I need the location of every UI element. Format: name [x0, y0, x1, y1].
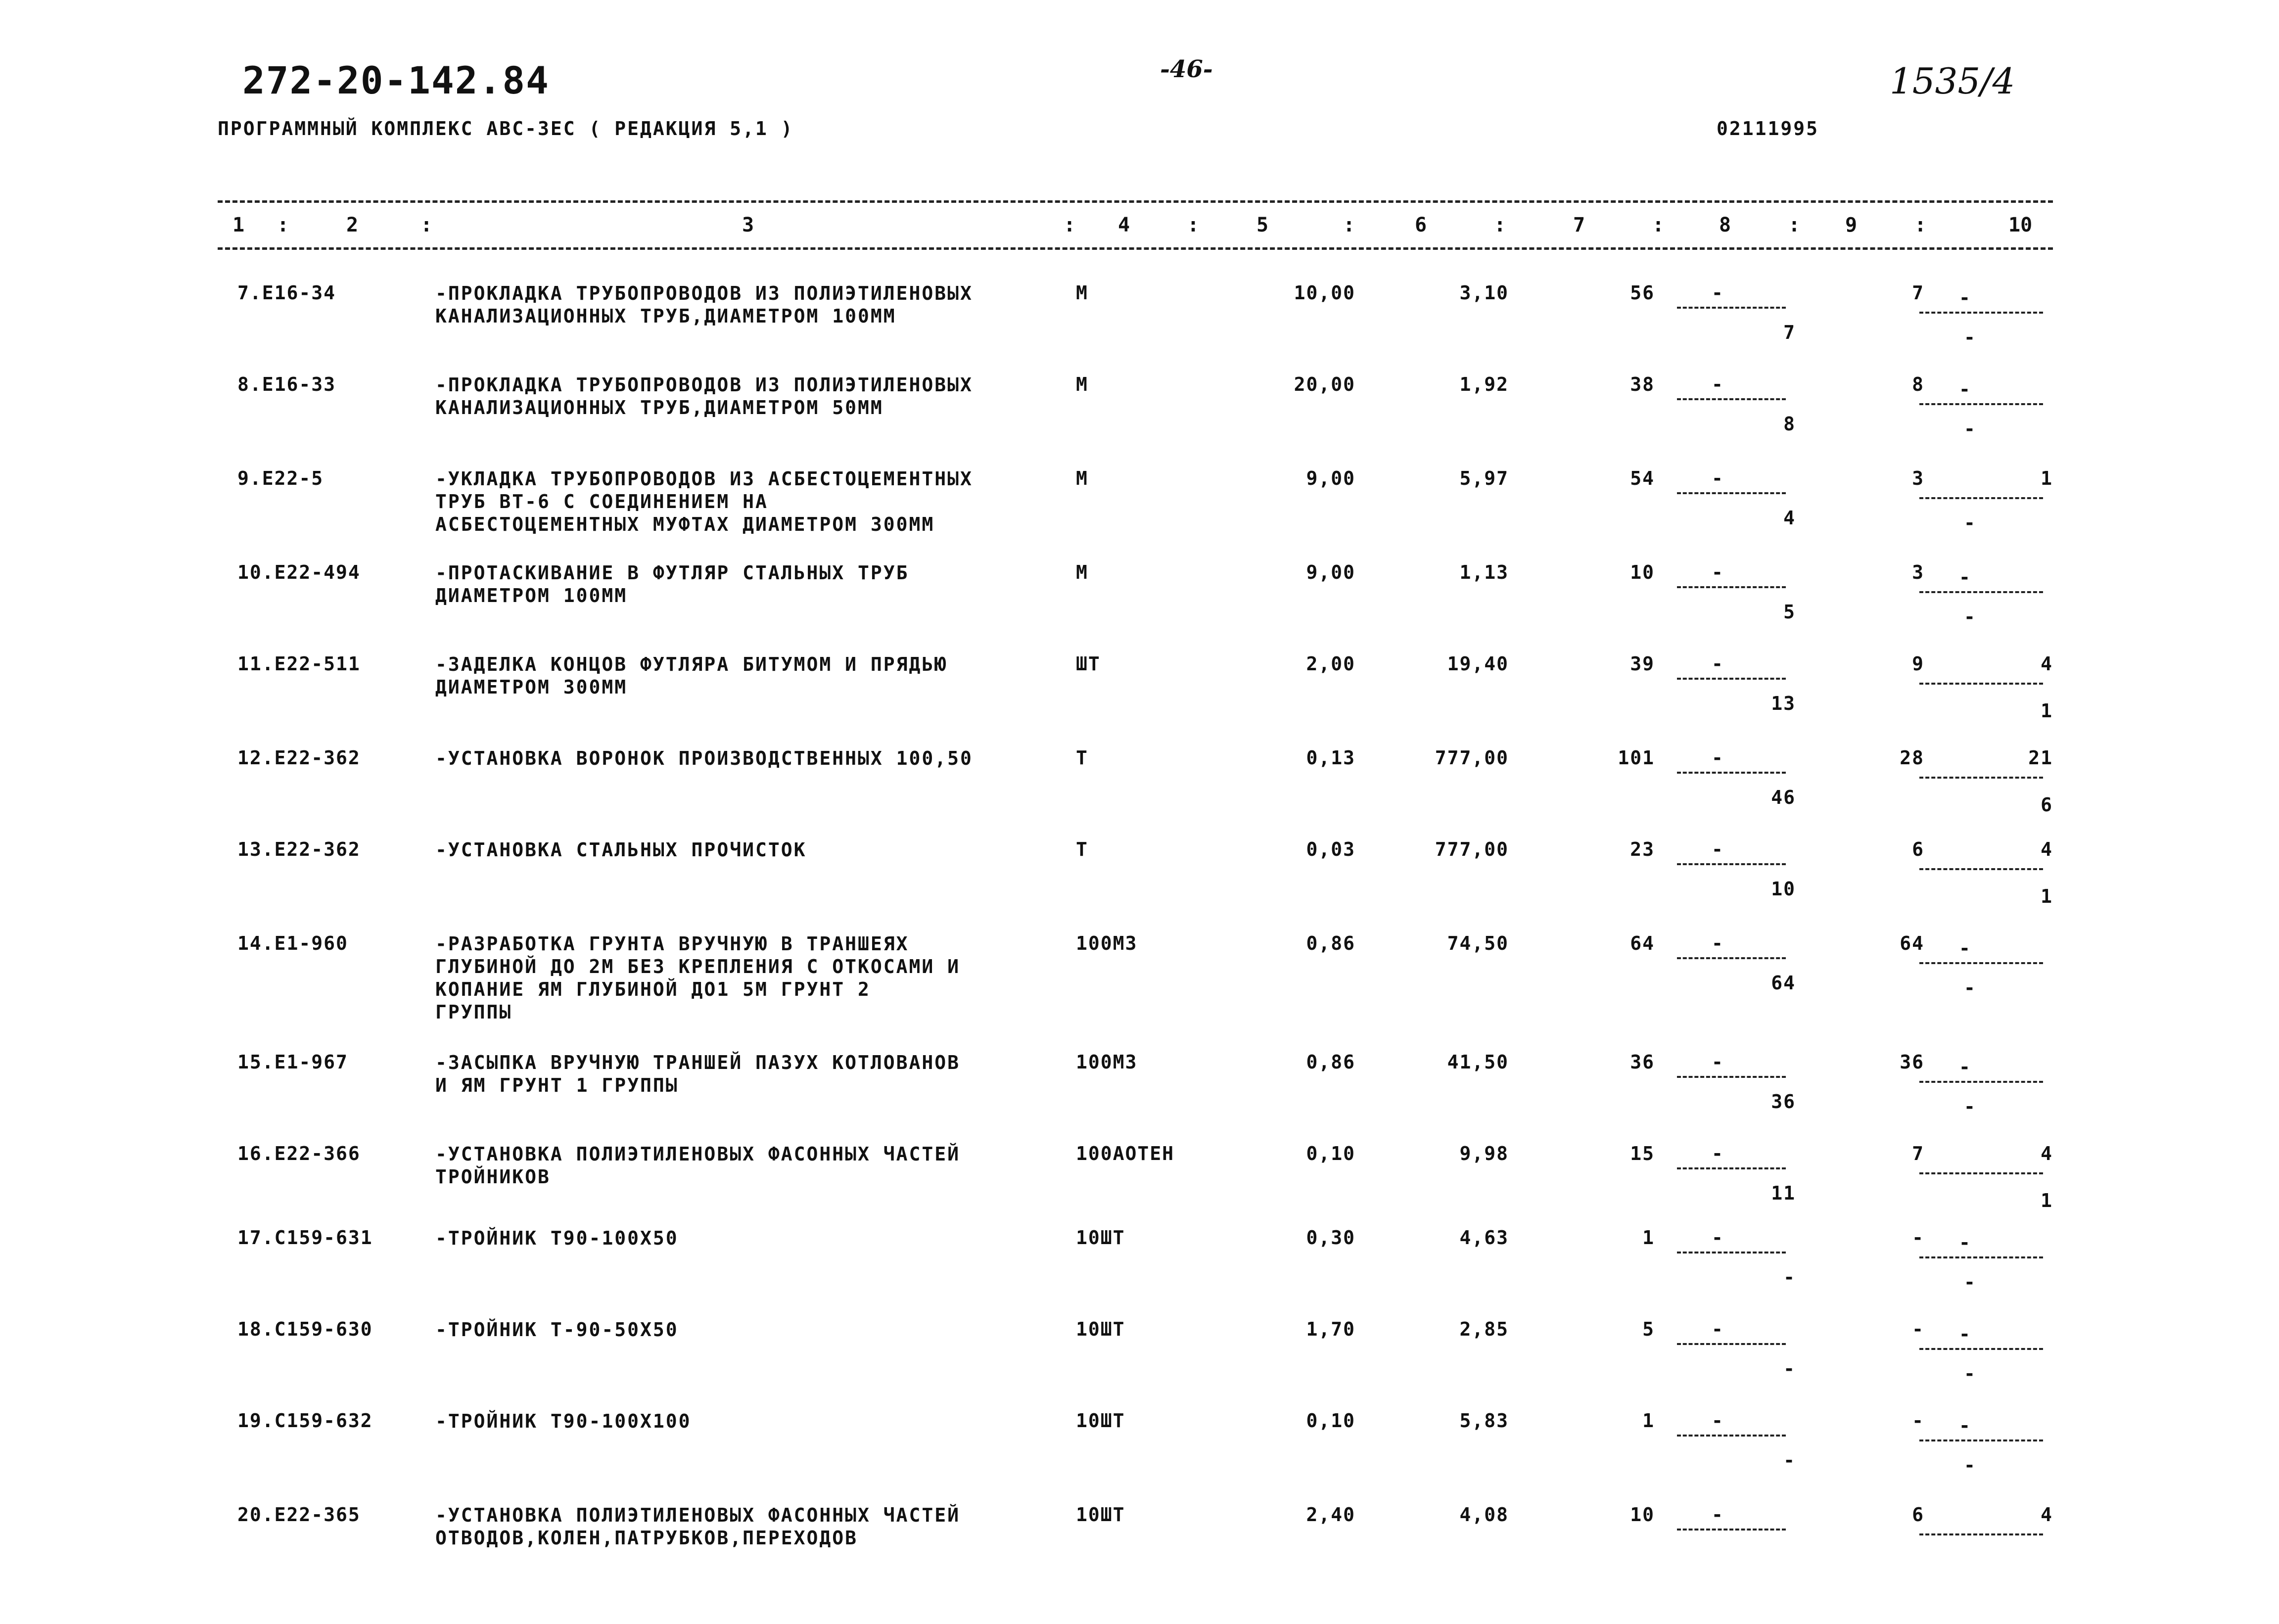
- description-line: ГЛУБИНОЙ ДО 2М БЕЗ КРЕПЛЕНИЯ С ОТКОСАМИ И: [435, 956, 960, 977]
- fraction-divider: [1677, 772, 1786, 774]
- fraction-divider: [1919, 683, 2043, 685]
- column-10-right: 1: [2041, 467, 2053, 489]
- column-10-top: -: [1959, 378, 1971, 400]
- column-header: 2: [346, 214, 359, 236]
- fraction-divider: [1677, 307, 1786, 309]
- column-8-bottom: 4: [1783, 507, 1796, 529]
- total-cost: 1: [1642, 1227, 1655, 1249]
- description-line: -ТРОЙНИК Т-90-50Х50: [435, 1319, 679, 1341]
- unit-of-measure: 100АОТЕН: [1076, 1143, 1175, 1164]
- column-8-top: -: [1712, 747, 1724, 769]
- description-line: И ЯМ ГРУНТ 1 ГРУППЫ: [435, 1074, 679, 1096]
- column-8-top: -: [1712, 1227, 1724, 1249]
- column-8-bottom: 5: [1783, 601, 1796, 623]
- unit-of-measure: М: [1076, 282, 1088, 304]
- unit-price: 1,92: [1459, 373, 1509, 395]
- column-8-top: -: [1712, 653, 1724, 675]
- table-row: [0, 561, 2279, 650]
- column-10-right: 4: [2041, 1504, 2053, 1526]
- header-rule-top: [218, 200, 2053, 203]
- description-line: -ПРОКЛАДКА ТРУБОПРОВОДОВ ИЗ ПОЛИЭТИЛЕНОВЫХ: [435, 374, 973, 396]
- column-separator: :: [1494, 214, 1506, 236]
- column-9-value: 6: [1912, 838, 1924, 860]
- column-8-bottom: -: [1783, 1449, 1796, 1471]
- fraction-divider: [1677, 586, 1786, 588]
- table-row: [0, 1143, 2279, 1232]
- unit-of-measure: М: [1076, 467, 1088, 489]
- page-mark: -46-: [1160, 55, 1213, 83]
- item-code: 19.С159-632: [237, 1410, 373, 1432]
- fraction-divider: [1677, 863, 1786, 865]
- description-line: -УСТАНОВКА ПОЛИЭТИЛЕНОВЫХ ФАСОННЫХ ЧАСТЕЙ: [435, 1143, 960, 1165]
- column-separator: :: [1788, 214, 1801, 236]
- description-line: -ТРОЙНИК Т90-100Х100: [435, 1410, 692, 1432]
- column-8-bottom: 8: [1783, 413, 1796, 435]
- item-code: 20.Е22-365: [237, 1504, 361, 1526]
- item-description: [435, 282, 973, 327]
- column-9-value: 64: [1900, 932, 1924, 954]
- unit-of-measure: 10ШТ: [1076, 1410, 1125, 1432]
- quantity: 0,10: [1306, 1143, 1355, 1164]
- column-8-top: -: [1712, 561, 1724, 583]
- quantity: 0,13: [1306, 747, 1355, 769]
- column-header: 4: [1118, 214, 1130, 236]
- column-8-top: -: [1712, 1051, 1724, 1073]
- column-8-bottom: -: [1783, 1358, 1796, 1380]
- column-9-value: -: [1912, 1318, 1924, 1340]
- fraction-divider: [1919, 777, 2043, 779]
- table-row: [0, 653, 2279, 742]
- total-cost: 54: [1630, 467, 1655, 489]
- column-header: 7: [1573, 214, 1585, 236]
- fraction-divider: [1919, 403, 2043, 405]
- fraction-divider: [1919, 591, 2043, 593]
- item-code: 11.Е22-511: [237, 653, 361, 675]
- unit-price: 4,63: [1459, 1227, 1509, 1249]
- column-header: 5: [1256, 214, 1269, 236]
- column-10-bottom: -: [1964, 606, 1976, 628]
- column-separator: :: [1652, 214, 1665, 236]
- description-line: АСБЕСТОЦЕМЕНТНЫХ МУФТАХ ДИАМЕТРОМ 300ММ: [435, 513, 935, 535]
- column-header: 6: [1415, 214, 1427, 236]
- fraction-divider: [1677, 1529, 1786, 1531]
- unit-price: 5,83: [1459, 1410, 1509, 1432]
- quantity: 1,70: [1306, 1318, 1355, 1340]
- fraction-divider: [1919, 1172, 2043, 1174]
- unit-of-measure: Т: [1076, 747, 1088, 769]
- column-9-value: 7: [1912, 282, 1924, 304]
- column-separator: :: [277, 214, 289, 236]
- column-8-bottom: 7: [1783, 322, 1796, 343]
- column-9-value: 8: [1912, 373, 1924, 395]
- unit-of-measure: 10ШТ: [1076, 1318, 1125, 1340]
- description-line: -ТРОЙНИК Т90-100Х50: [435, 1227, 679, 1249]
- fraction-divider: [1919, 1439, 2043, 1441]
- fraction-divider: [1919, 868, 2043, 870]
- total-cost: 38: [1630, 373, 1655, 395]
- column-separator: :: [1914, 214, 1927, 236]
- table-row: [0, 373, 2279, 463]
- item-code: 13.Е22-362: [237, 838, 361, 860]
- column-9-value: 36: [1900, 1051, 1924, 1073]
- column-8-bottom: -: [1783, 1266, 1796, 1288]
- total-cost: 56: [1630, 282, 1655, 304]
- description-line: -УКЛАДКА ТРУБОПРОВОДОВ ИЗ АСБЕСТОЦЕМЕНТНЫХ: [435, 468, 973, 490]
- description-line: -УСТАНОВКА ПОЛИЭТИЛЕНОВЫХ ФАСОННЫХ ЧАСТЕЙ: [435, 1504, 960, 1526]
- unit-price: 9,98: [1459, 1143, 1509, 1164]
- column-9-value: 6: [1912, 1504, 1924, 1526]
- column-8-top: -: [1712, 1143, 1724, 1164]
- column-8-bottom: 11: [1771, 1182, 1796, 1204]
- column-10-right-bottom: 1: [2041, 1190, 2053, 1211]
- column-9-value: 7: [1912, 1143, 1924, 1164]
- fraction-divider: [1677, 492, 1786, 494]
- description-line: ГРУППЫ: [435, 1001, 512, 1023]
- column-10-bottom: -: [1964, 326, 1976, 348]
- quantity: 9,00: [1306, 561, 1355, 583]
- quantity: 0,86: [1306, 932, 1355, 954]
- column-10-right: 4: [2041, 653, 2053, 675]
- description-line: КАНАЛИЗАЦИОННЫХ ТРУБ,ДИАМЕТРОМ 50ММ: [435, 397, 884, 418]
- table-row: [0, 1227, 2279, 1316]
- item-description: [435, 1410, 692, 1433]
- total-cost: 23: [1630, 838, 1655, 860]
- item-description: [435, 838, 806, 861]
- fraction-divider: [1677, 398, 1786, 400]
- fraction-divider: [1677, 1435, 1786, 1437]
- column-10-bottom: -: [1964, 1454, 1976, 1476]
- quantity: 10,00: [1294, 282, 1355, 304]
- fraction-divider: [1677, 1076, 1786, 1078]
- table-row: [0, 1504, 2279, 1593]
- description-line: -ПРОКЛАДКА ТРУБОПРОВОДОВ ИЗ ПОЛИЭТИЛЕНОВЫХ: [435, 282, 973, 304]
- total-cost: 1: [1642, 1410, 1655, 1432]
- total-cost: 39: [1630, 653, 1655, 675]
- total-cost: 10: [1630, 561, 1655, 583]
- table-row: [0, 747, 2279, 836]
- unit-price: 777,00: [1435, 747, 1509, 769]
- quantity: 0,86: [1306, 1051, 1355, 1073]
- item-code: 10.Е22-494: [237, 561, 361, 583]
- column-9-value: 3: [1912, 561, 1924, 583]
- quantity: 0,03: [1306, 838, 1355, 860]
- table-row: [0, 282, 2279, 371]
- unit-price: 19,40: [1447, 653, 1509, 675]
- column-8-bottom: 36: [1771, 1091, 1796, 1113]
- fraction-divider: [1677, 957, 1786, 959]
- unit-of-measure: Т: [1076, 838, 1088, 860]
- fraction-divider: [1677, 678, 1786, 680]
- table-row: [0, 1410, 2279, 1499]
- description-line: -УСТАНОВКА СТАЛЬНЫХ ПРОЧИСТОК: [435, 839, 807, 861]
- column-9-value: 9: [1912, 653, 1924, 675]
- column-10-top: -: [1959, 1323, 1971, 1345]
- description-line: -ПРОТАСКИВАНИЕ В ФУТЛЯР СТАЛЬНЫХ ТРУБ: [435, 562, 909, 584]
- sheet-number: 1535/4: [1890, 60, 2015, 102]
- column-10-right: 21: [2028, 747, 2053, 769]
- item-code: 9.Е22-5: [237, 467, 324, 489]
- item-description: [435, 747, 973, 770]
- fraction-divider: [1919, 1533, 2043, 1535]
- column-header: 1: [233, 214, 245, 236]
- column-header: 9: [1845, 214, 1858, 236]
- description-line: -ЗАДЕЛКА КОНЦОВ ФУТЛЯРА БИТУМОМ И ПРЯДЬЮ: [435, 653, 948, 675]
- item-description: [435, 1504, 960, 1549]
- item-description: [435, 467, 973, 536]
- item-description: [435, 373, 973, 419]
- column-10-right-bottom: 1: [2041, 885, 2053, 907]
- fraction-divider: [1919, 962, 2043, 964]
- column-10-top: -: [1959, 287, 1971, 309]
- column-10-bottom: -: [1964, 1096, 1976, 1117]
- column-9-value: 3: [1912, 467, 1924, 489]
- unit-of-measure: 10ШТ: [1076, 1227, 1125, 1249]
- description-line: ДИАМЕТРОМ 100ММ: [435, 585, 628, 606]
- description-line: КОПАНИЕ ЯМ ГЛУБИНОЙ ДО1 5М ГРУНТ 2: [435, 978, 871, 1000]
- date-code: 02111995: [1717, 118, 1819, 139]
- unit-of-measure: 10ШТ: [1076, 1504, 1125, 1526]
- unit-price: 777,00: [1435, 838, 1509, 860]
- column-9-value: -: [1912, 1227, 1924, 1249]
- column-8-bottom: 46: [1771, 787, 1796, 808]
- column-8-top: -: [1712, 282, 1724, 304]
- unit-of-measure: 100М3: [1076, 932, 1138, 954]
- column-8-top: -: [1712, 838, 1724, 860]
- column-9-value: -: [1912, 1410, 1924, 1432]
- description-line: ТРОЙНИКОВ: [435, 1166, 551, 1188]
- quantity: 9,00: [1306, 467, 1355, 489]
- column-10-bottom: -: [1964, 512, 1976, 534]
- quantity: 20,00: [1294, 373, 1355, 395]
- column-8-top: -: [1712, 1410, 1724, 1432]
- total-cost: 10: [1630, 1504, 1655, 1526]
- column-9-value: 28: [1900, 747, 1924, 769]
- unit-price: 1,13: [1459, 561, 1509, 583]
- total-cost: 15: [1630, 1143, 1655, 1164]
- table-row: [0, 1318, 2279, 1407]
- item-description: [435, 932, 960, 1023]
- fraction-divider: [1919, 1348, 2043, 1350]
- fraction-divider: [1919, 1081, 2043, 1083]
- unit-price: 3,10: [1459, 282, 1509, 304]
- column-10-bottom: -: [1964, 1271, 1976, 1293]
- table-row: [0, 467, 2279, 557]
- unit-price: 2,85: [1459, 1318, 1509, 1340]
- column-10-right-bottom: 1: [2041, 700, 2053, 722]
- total-cost: 36: [1630, 1051, 1655, 1073]
- unit-of-measure: М: [1076, 373, 1088, 395]
- unit-price: 4,08: [1459, 1504, 1509, 1526]
- document-code: 272-20-142.84: [242, 58, 550, 102]
- column-10-right-bottom: 6: [2041, 794, 2053, 816]
- item-code: 8.Е16-33: [237, 373, 336, 395]
- header-rule-bottom: [218, 247, 2053, 250]
- quantity: 0,30: [1306, 1227, 1355, 1249]
- description-line: -ЗАСЫПКА ВРУЧНУЮ ТРАНШЕЙ ПАЗУХ КОТЛОВАНОВ: [435, 1052, 960, 1073]
- column-8-top: -: [1712, 932, 1724, 954]
- item-code: 14.Е1-960: [237, 932, 348, 954]
- item-code: 16.Е22-366: [237, 1143, 361, 1164]
- description-line: ДИАМЕТРОМ 300ММ: [435, 676, 628, 698]
- column-header: 8: [1719, 214, 1731, 236]
- column-10-top: -: [1959, 566, 1971, 588]
- column-10-right: 4: [2041, 838, 2053, 860]
- column-10-top: -: [1959, 1415, 1971, 1437]
- item-code: 15.Е1-967: [237, 1051, 348, 1073]
- total-cost: 64: [1630, 932, 1655, 954]
- column-10-top: -: [1959, 1056, 1971, 1078]
- fraction-divider: [1919, 497, 2043, 499]
- fraction-divider: [1677, 1167, 1786, 1169]
- unit-price: 41,50: [1447, 1051, 1509, 1073]
- column-separator: :: [420, 214, 433, 236]
- item-code: 12.Е22-362: [237, 747, 361, 769]
- item-description: [435, 1143, 960, 1188]
- unit-price: 74,50: [1447, 932, 1509, 954]
- table-row: [0, 1051, 2279, 1140]
- item-description: [435, 653, 947, 698]
- description-line: ТРУБ ВТ-6 С СОЕДИНЕНИЕМ НА: [435, 491, 768, 512]
- column-header: 10: [2008, 214, 2033, 236]
- column-8-bottom: 13: [1771, 693, 1796, 714]
- column-separator: :: [1343, 214, 1355, 236]
- column-8-top: -: [1712, 467, 1724, 489]
- item-description: [435, 1051, 960, 1097]
- column-8-top: -: [1712, 373, 1724, 395]
- column-8-bottom: 64: [1771, 972, 1796, 994]
- quantity: 0,10: [1306, 1410, 1355, 1432]
- fraction-divider: [1919, 1256, 2043, 1258]
- fraction-divider: [1677, 1343, 1786, 1345]
- unit-of-measure: М: [1076, 561, 1088, 583]
- column-separator: :: [1064, 214, 1076, 236]
- column-10-right: 4: [2041, 1143, 2053, 1164]
- item-description: [435, 1318, 679, 1341]
- table-row: [0, 932, 2279, 1021]
- quantity: 2,00: [1306, 653, 1355, 675]
- unit-price: 5,97: [1459, 467, 1509, 489]
- program-complex-line: ПРОГРАММНЫЙ КОМПЛЕКС АВС-3ЕС ( РЕДАКЦИЯ 5,1 ): [218, 118, 794, 139]
- fraction-divider: [1677, 1252, 1786, 1253]
- fraction-divider: [1919, 312, 2043, 314]
- description-line: -РАЗРАБОТКА ГРУНТА ВРУЧНУЮ В ТРАНШЕЯХ: [435, 933, 909, 955]
- column-8-bottom: 10: [1771, 878, 1796, 900]
- item-description: [435, 1227, 679, 1250]
- column-10-bottom: -: [1964, 418, 1976, 440]
- column-separator: :: [1187, 214, 1200, 236]
- column-10-bottom: -: [1964, 1363, 1976, 1385]
- table-row: [0, 838, 2279, 928]
- item-code: 18.С159-630: [237, 1318, 373, 1340]
- item-code: 17.С159-631: [237, 1227, 373, 1249]
- item-code: 7.Е16-34: [237, 282, 336, 304]
- total-cost: 101: [1618, 747, 1655, 769]
- description-line: -УСТАНОВКА ВОРОНОК ПРОИЗВОДСТВЕННЫХ 100,50: [435, 747, 973, 769]
- item-description: [435, 561, 909, 607]
- description-line: ОТВОДОВ,КОЛЕН,ПАТРУБКОВ,ПЕРЕХОДОВ: [435, 1527, 858, 1549]
- column-10-bottom: -: [1964, 977, 1976, 999]
- column-10-top: -: [1959, 1232, 1971, 1253]
- quantity: 2,40: [1306, 1504, 1355, 1526]
- unit-of-measure: 100М3: [1076, 1051, 1138, 1073]
- column-8-top: -: [1712, 1504, 1724, 1526]
- total-cost: 5: [1642, 1318, 1655, 1340]
- column-10-top: -: [1959, 937, 1971, 959]
- description-line: КАНАЛИЗАЦИОННЫХ ТРУБ,ДИАМЕТРОМ 100ММ: [435, 305, 896, 327]
- column-8-top: -: [1712, 1318, 1724, 1340]
- unit-of-measure: ШТ: [1076, 653, 1101, 675]
- column-header: 3: [742, 214, 754, 236]
